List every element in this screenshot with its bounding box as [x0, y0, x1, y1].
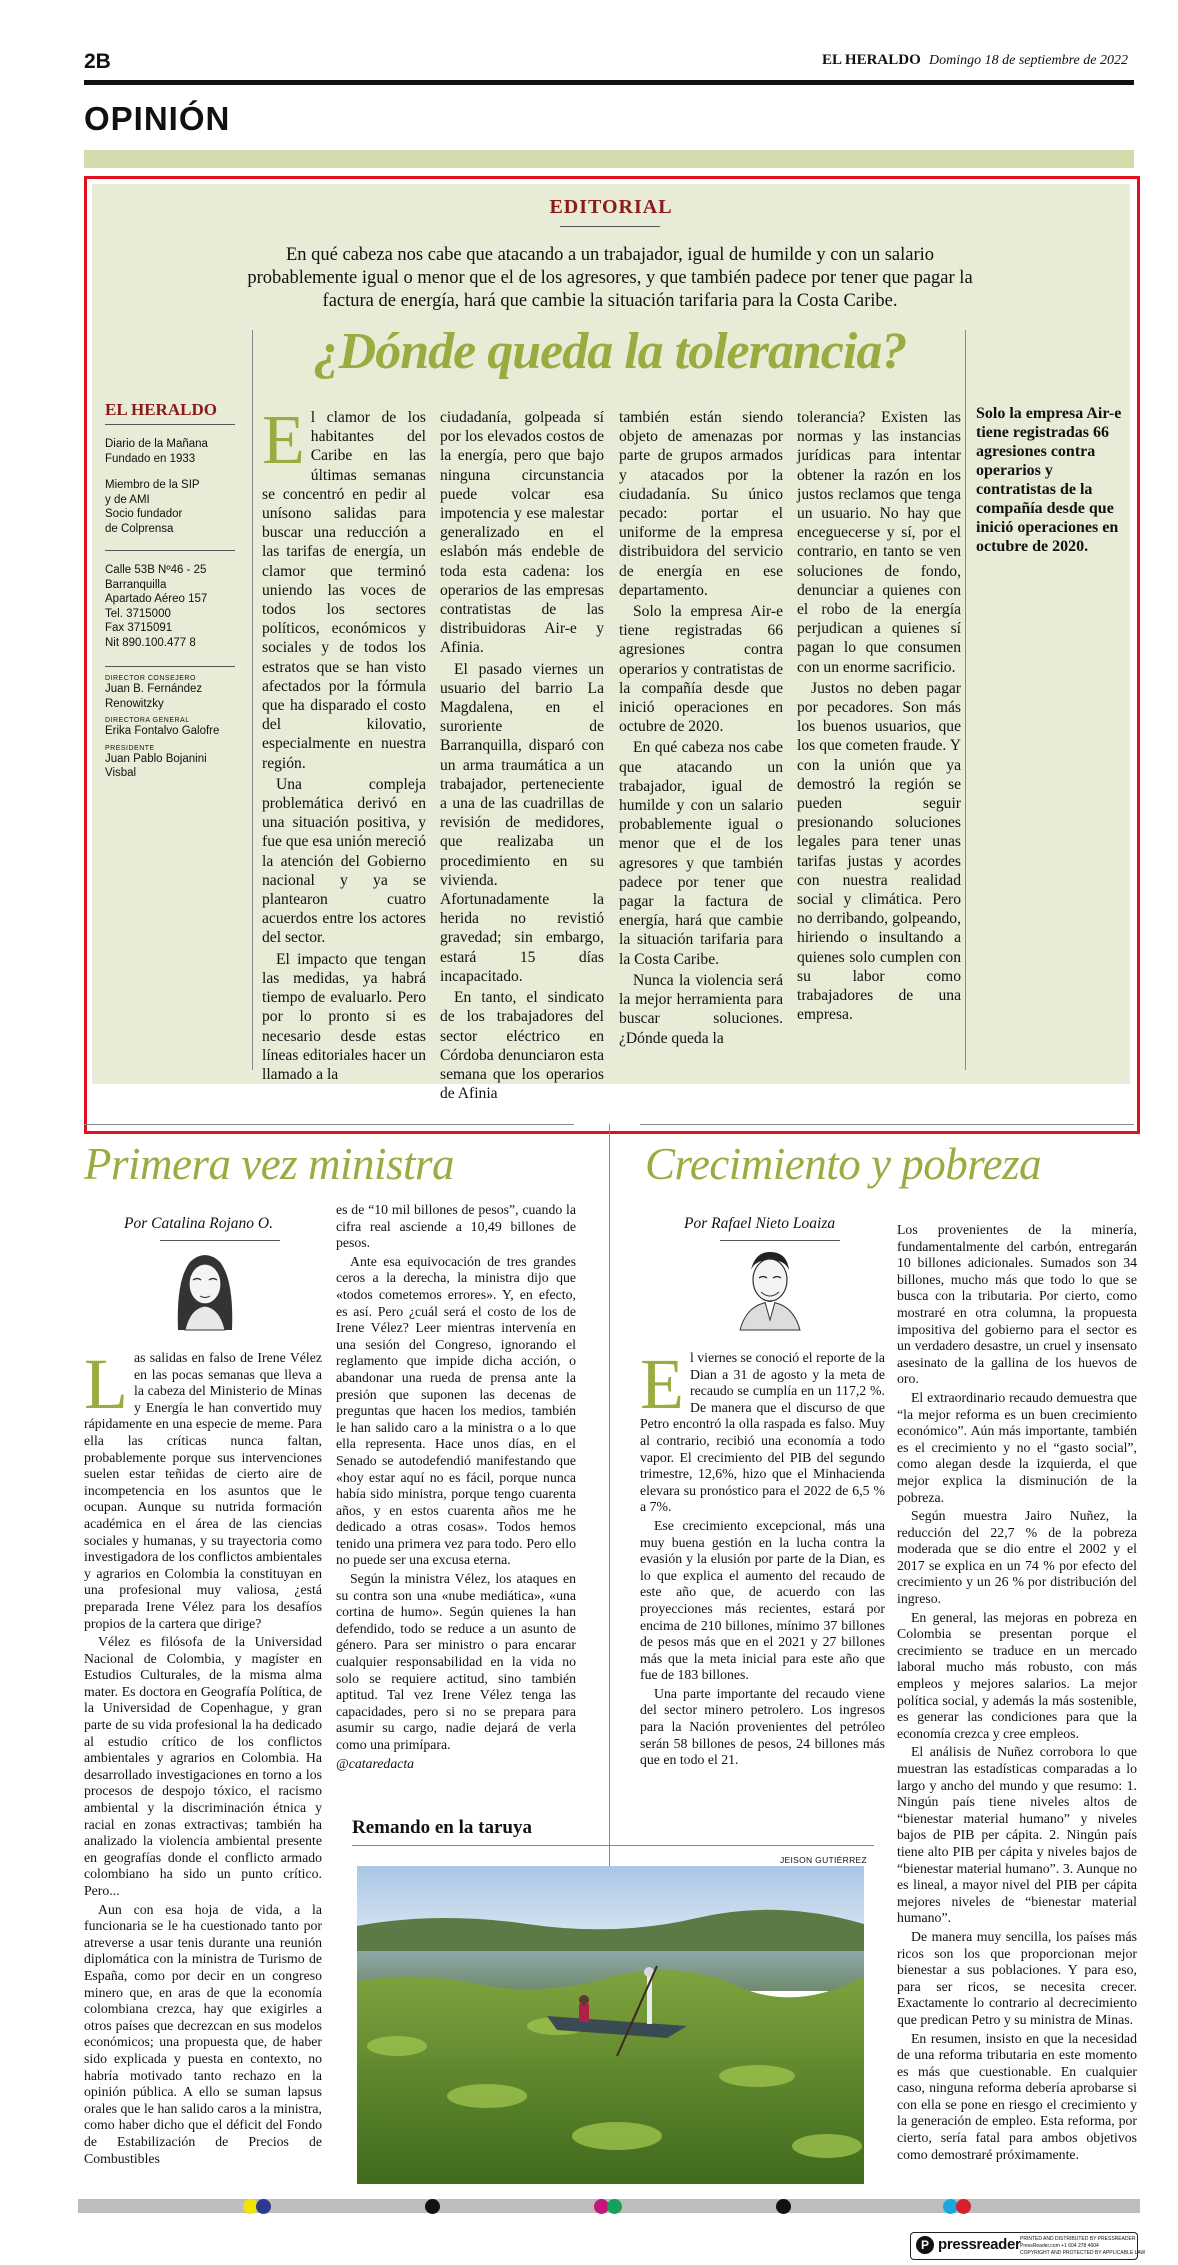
registration-mark: [425, 2199, 440, 2214]
header-rule: [84, 80, 1134, 85]
divider: [640, 1124, 1134, 1125]
paragraph: Según la ministra Vélez, los ataques en su contra son una «nube mediática», «una cortina de humo». Según quienes la han defendido, todo se reduce a un asunto de género. Para ser ministro o para encarar cualquier responsabilidad en la vida no solo se requiere actitud, sino también aptitud. Tal vez Irene Vélez tenga las capacidades, pero si no se prepara para asumir su cargo, nadie dejará de verla como una primípara.: [336, 1571, 576, 1752]
paragraph: Una parte importante del recaudo viene del sector minero petrolero. Los ingresos para la Nación provenientes del petróleo serán 58 billones de pesos, 24 billones más que en todo el 21.: [640, 1685, 885, 1768]
editorial-column: [797, 408, 961, 1068]
pressreader-icon: P: [916, 2236, 934, 2254]
column-title: Primera vez ministra: [84, 1139, 454, 1189]
paragraph: El análisis de Nuñez corrobora lo que muestran las estadísticas comparadas a lo largo y ancho del mundo y que resumo: 1. Ningún país tiene niveles altos de “bienestar material humano” y niveles bajos de PIB per cápita. 2. Ningún país tiene alto PIB per cápita y niveles bajos de “bienestar material humano”. 3. Aunque no es lineal, a mayor nivel del PIB per cápita mejores niveles de “bienestar material humano”.: [897, 1744, 1137, 1926]
author-portrait: [725, 1240, 815, 1330]
author-handle: @cataredacta: [336, 1755, 415, 1771]
masthead: [105, 400, 235, 781]
registration-mark: [607, 2199, 622, 2214]
editorial-column: [440, 408, 604, 1103]
paragraph: Aun con esa hoja de vida, a la funcionaria se le ha cuestionado tanto por atreverse a usar tenis durante una reunión diplomática con la ministra de Turismo de España, como por decir en un congreso minero que, en aras de que la economía colombiana crezca, hay que exigirles a otros países que decrezcan en sus modelos económicos; una propuesta que, de haber sido explicada y puesta en contexto, no habría motivado tanto rechazo en la opinión pública. A ello se suman lapsus orales que le han salido caros a la ministra, como haber dicho que el déficit del Fondo de Estabilización de Precios de Combustibles: [84, 1901, 322, 2166]
paragraph: l viernes se conoció el reporte de la Dian a 31 de agosto y la meta de recaudo se cumplía en un 117,2 %. De manera que el discurso de que Petro encontró la olla raspada es falso. Muy al contrario, recibió una economía a todo vapor. El crecimiento del PIB del segundo trimestre, 12,6%, hizo que el Minhacienda elevara su pronóstico para el 2022 de 6,5 % a 7%.: [640, 1350, 885, 1515]
pull-quote: Solo la empresa Air-e tiene registradas 66 agresiones contra operarios y contratistas de la compañía desde que inició operaciones en octubre de 2020.: [976, 405, 1122, 555]
opinion-column: [897, 1222, 1137, 2182]
masthead-name: EL HERALDO: [105, 400, 235, 425]
paragraph: Justos no deben pagar por pecadores. Son más los buenos usuarios, que los que cometen fraude. Y con la unión que ya demostró la región se pueden seguir presionando soluciones legales para tener unas tarifas justas y acordes con nuestra realidad social y climática. Pero no derribando, golpeando, hiriendo o insultando a quienes solo cumplen con su labor como trabajadores de una empresa.: [797, 679, 961, 1024]
paragraph: también están siendo objeto de amenazas por parte de grupos armados y atacados por la ciudadanía. Su único pecado: portar el uniforme de la empresa distribuidora del servicio de energía en ese departamento.: [619, 409, 783, 599]
author-portrait: [160, 1240, 250, 1330]
footer-fine-print: PRINTED AND DISTRIBUTED BY PRESSREADER: [1020, 2236, 1136, 2242]
byline: Por Rafael Nieto Loaiza: [684, 1215, 836, 1232]
column-rule: [252, 330, 253, 1070]
paragraph: En qué cabeza nos cabe que atacando un trabajador, igual de humilde y con un salario probablemente igual o menor que el de los agresores y que también padece por tener que pagar la factura de energía, hará que cambie la situación tarifaria para la Costa Caribe.: [619, 739, 783, 968]
issue-date: Domingo 18 de septiembre de 2022: [929, 53, 1128, 68]
drop-cap: E: [640, 1344, 684, 1424]
divider: [84, 1124, 574, 1125]
paragraph: Ante esa equivocación de tres grandes ceros a la derecha, la ministra dijo que «todos cometemos errores». Y, en efecto, es así. Pero ¿cuál será el costo de los de Irene Vélez? Leer mientras intervenía en una sesión del Congreso, ignorando el reglamento que impide dicha acción, o abandonar una rueda de prensa ante la presión que suponen las decenas de preguntas que hacen los medios, también le han salido caro a la ministra o a lo que ella representa. Hace unos días, en el Senado se autodefendió manifestando que «hoy estar aquí no es fácil, porque nunca había sido ministra, porque tengo cuarenta años, y en estos cuarenta años me he dedicado a otras cosas». Todos hemos tenido una primera vez para todo. Pero ello no puede ser una excusa eterna.: [336, 1253, 576, 1568]
paragraph: as salidas en falso de Irene Vélez en las pocas semanas que lleva a la cabeza del Ministerio de Minas y Energía le han convertido muy rápidamente en una especie de meme. Para ella las críticas nunca faltan, probablemente porque sus intervenciones suelen estar teñidas de cierto aire de incompetencia en los asuntos que le ocupan. Aunque su nutrida formación académica en el área de las ciencias sociales y humanas, y su trayectoria como investigadora de los conflictos ambientales y agrarios en Colombia la constituyan en una profesional muy valiosa, ¿está preparada Irene Vélez para los desafíos propios de la cartera que dirige?: [84, 1350, 322, 1631]
paragraph: Los provenientes de la minería, fundamentalmente del carbón, entregarán 10 billones adicionales. Sumados son 34 billones, mucho más que todo lo que se busca con la tributaria. Por cierto, como mostraré en otra columna, la propuesta impositiva del gobierno para el sector es un verdadero desastre, un cruel y insensato asesinato de la gallina de los huevos de oro.: [897, 1222, 1137, 1387]
masthead-person: Juan B. Fernández Renowitzky: [105, 683, 203, 710]
editorial-box: [92, 184, 1130, 1084]
paragraph: Vélez es filósofa de la Universidad Nacional de Colombia, y magíster en Estudios Culturales, de la misma alma mater. Es doctora en Geografía Política, de la Universidad de Copenhague, y gran parte de su vida profesional la ha dedicado al estudio crítico de los conflictos ambientales y agrarios en Colombia. Ha desarrollado investigaciones en torno a los procesos de despojo tóxico, el racismo ambiental y la discriminación étnica y racial en zonas extractivas; también ha analizado la violencia ambiental presente en geografías donde el conflicto armado colombiano ha sido un punto crítico. Pero...: [84, 1634, 322, 1898]
paragraph: ciudadanía, golpeada sí por los elevados costos de la energía, pero que bajo ninguna circunstancia puede volcar esa impotencia y ese malestar generalizado en el eslabón más endeble de toda esta cadena: los operarios de las empresas contratistas de las distribuidoras Air-e y Afinia.: [440, 409, 604, 657]
footer-fine-print: COPYRIGHT AND PROTECTED BY APPLICABLE LAW: [1020, 2250, 1146, 2256]
byline: Por Catalina Rojano O.: [124, 1215, 273, 1232]
paragraph: Solo la empresa Air-e tiene registradas 66 agresiones contra operarios y contratistas de la compañía desde que inició operaciones en octubre de 2020.: [619, 603, 783, 736]
page-number: 2B: [84, 50, 111, 73]
photo-title-rule: [352, 1845, 874, 1846]
footer-fine-print: PressReader.com +1 604 278 4604: [1020, 2243, 1099, 2249]
column-title: Crecimiento y pobreza: [645, 1139, 1042, 1189]
paragraph: tolerancia? Existen las normas y las instancias jurídicas para intentar obtener la razón en los justos reclamos que tenga un usuario. No hay que enceguecerse y sí, por el contrario, en tanto se ven soluciones de fondo, denunciar a quienes con el robo de la energía perjudican a quienes sí pagan lo que consumen con un enorme sacrificio.: [797, 409, 961, 676]
opinion-column: [336, 1202, 576, 1780]
editorial-column: [262, 402, 426, 1083]
registration-mark: [956, 2199, 971, 2214]
paragraph: Nunca la violencia será la mejor herramienta para buscar soluciones. ¿Dónde queda la: [619, 971, 783, 1047]
masthead-role: PRESIDENTE: [105, 744, 155, 752]
photo-title: Remando en la taruya: [352, 1817, 532, 1838]
paragraph: l clamor de los habitantes del Caribe en las últimas semanas se concentró en pedir al unísono salidas para buscar una reducción a las tarifas de energía, un clamor que terminó uniendo las voces de todos los sectores políticos, económicos y sociales y de todos los estratos que se han visto afectados por la fórmula que ha disparado el costo del kilovatio, especialmente en nuestra región.: [262, 409, 426, 772]
paragraph: Según muestra Jairo Nuñez, la reducción del 22,7 % de la pobreza moderada que se dio entre el 2002 y el 2017 se explica en un 74 % por efecto del crecimiento y un 26 % por distribución del ingreso.: [897, 1508, 1137, 1607]
paragraph: El pasado viernes un usuario del barrio La Magdalena, en el suroriente de Barranquilla, disparó con un arma traumática a un trabajador, perteneciente a una de las cuadrillas de revisión de medidores, que realizaba un procedimiento en su vivienda. Afortunadamente la herida no revistió gravedad; sin embargo, estará 15 días incapacitado.: [440, 660, 604, 985]
paragraph: En general, las mejoras en pobreza en Colombia se presentan porque el crecimiento se traduce en un mercado laboral mucho más robusto, con más empleos y mejores salarios. La mejor política social, y además la más sostenible, es generar las condiciones para que la economía crezca y cree empleos.: [897, 1609, 1137, 1741]
masthead-person: Juan Pablo Bojanini Visbal: [105, 752, 207, 779]
paper-name: EL HERALDO: [822, 52, 921, 68]
editorial-column: [619, 408, 783, 1068]
paragraph: Una compleja problemática derivó en una situación positiva, y fue que esa unión mereció la atención del Gobierno nacional y ya se plantearon cuatro acuerdos entre los actores del sector.: [262, 775, 426, 947]
photo-credit: JEISON GUTIÉRREZ: [780, 1855, 867, 1865]
drop-cap: L: [84, 1344, 128, 1424]
drop-cap: E: [262, 402, 305, 479]
paragraph: El extraordinario recaudo demuestra que “la mejor reforma es un buen crecimiento económico”. Aún más importante, también es el crecimiento y no el “gasto social”, como alegan desde la izquierda, el que mejor explica la disminución de la pobreza.: [897, 1389, 1137, 1505]
opinion-column: [84, 1344, 322, 2170]
paragraph: Ese crecimiento excepcional, más una muy buena gestión en la lucha contra la evasión y la elusión por parte de la Dian, es lo que explica el aumento del recaudo de este año que, de acuerdo con las proyecciones más recientes, estará por encima de 210 billones, mínimo 37 billones de pesos más que en el 2021 y 27 billones más que la meta inicial para este año que fue de 183 billones.: [640, 1517, 885, 1683]
editorial-lead: En qué cabeza nos cabe que atacando a un trabajador, igual de humilde y con un salario probablemente igual o menor que el de los agresores, y que también padece por tener que pagar la factura de energía, hará que cambie la situación tarifaria para la Costa Caribe.: [247, 245, 973, 311]
masthead-role: DIRECTOR CONSEJERO: [105, 675, 196, 682]
section-title: OPINIÓN: [84, 100, 231, 137]
section-bar: [84, 150, 1134, 168]
masthead-person: Erika Fontalvo Galofre: [105, 725, 220, 737]
paragraph: es de “10 mil billones de pesos”, cuando la cifra real asciende a 10,49 billones de pesos.: [336, 1202, 576, 1251]
column-rule: [965, 330, 966, 1070]
masthead-address: Calle 53B Nº46 - 25 Barranquilla Apartado Aéreo 157 Tel. 3715000 Fax 3715091 Nit 890.100.477 8: [105, 563, 235, 667]
registration-mark: [776, 2199, 791, 2214]
paragraph: El impacto que tengan las medidas, ya habrá tiempo de evaluarlo. Pero por lo pronto si es necesario desde estas líneas editoriales hacer un llamado a la: [262, 950, 426, 1083]
editorial-kicker: EDITORIAL: [549, 196, 673, 218]
editorial-title: ¿Dónde queda la tolerancia?: [313, 323, 907, 380]
river-photo: [357, 1866, 864, 2184]
masthead-role: DIRECTORA GENERAL: [105, 717, 190, 724]
masthead-founded: Diario de la Mañana Fundado en 1933: [105, 438, 208, 465]
pressreader-logo: pressreader: [938, 2236, 1021, 2253]
masthead-memberships: Miembro de la SIP y de AMI Socio fundador de Colprensa: [105, 478, 235, 551]
paragraph: En resumen, insisto en que la necesidad de una reforma tributaria en este momento es más que cuestionable. En cualquier caso, ninguna reforma debería aprobarse si con ella se pone en riesgo el crecimiento y la generación de empleo. Esta reforma, por cierto, sería fatal para ambos objetivos como demostraré próximamente.: [897, 2030, 1137, 2162]
kicker-rule: [560, 226, 660, 227]
opinion-column: [640, 1344, 885, 1800]
paragraph: De manera muy sencilla, los países más ricos son los que proporcionan mejor bienestar a sus poblaciones. Y para eso, para ser ricos, se necesita crecer. Exactamente lo contrario al decrecimiento que predican Petro y su ministra de Minas.: [897, 1928, 1137, 2027]
paragraph: En tanto, el sindicato de los trabajadores del sector eléctrico en Córdoba denunciaron esta semana que los operarios de Afinia: [440, 989, 604, 1103]
registration-mark: [256, 2199, 271, 2214]
